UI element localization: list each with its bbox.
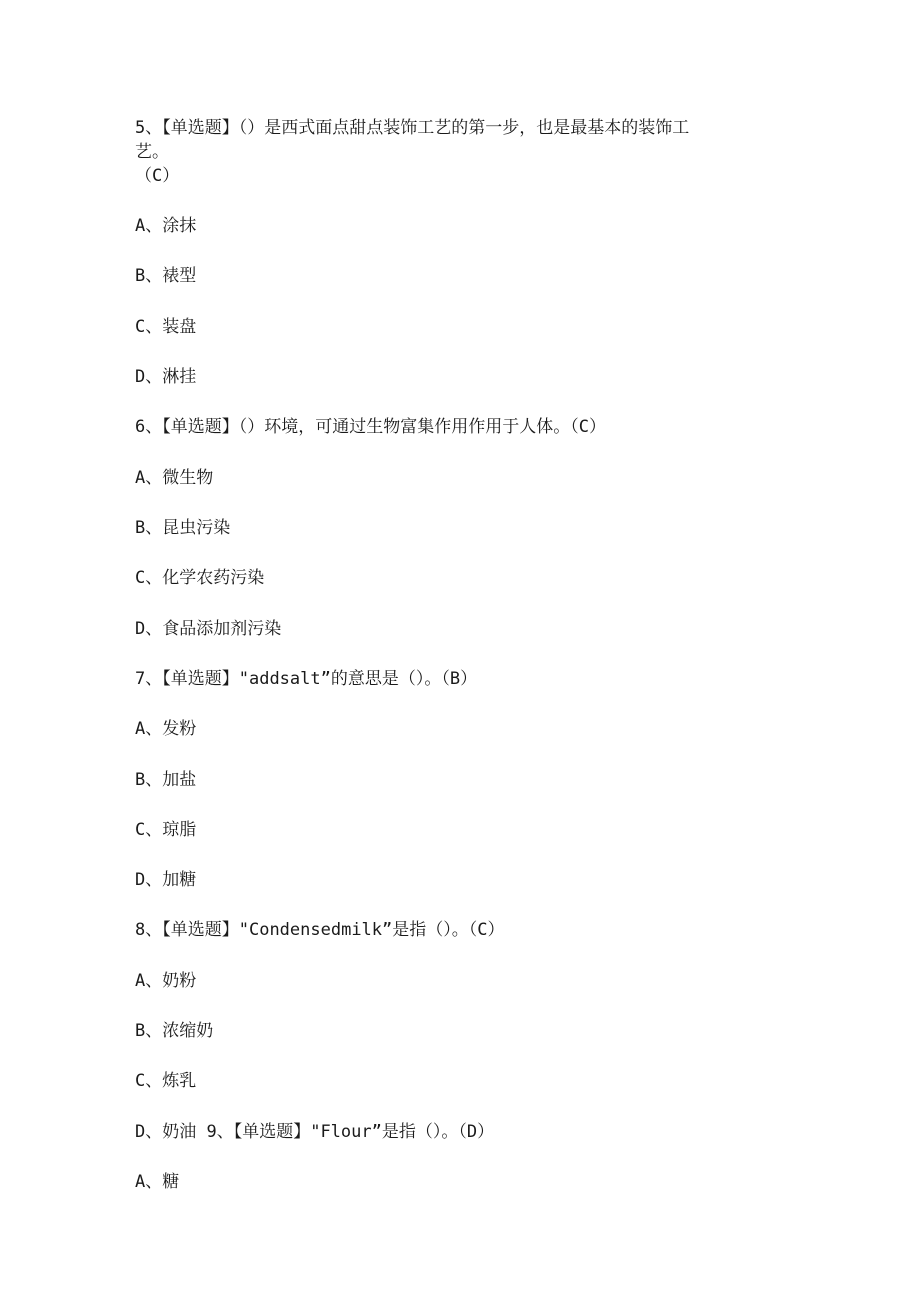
question-5-option-c: C、装盘 <box>135 317 197 337</box>
question-7-option-a: A、发粉 <box>135 719 197 739</box>
question-7-option-b: B、加盐 <box>135 770 197 790</box>
question-8-option-b: B、浓缩奶 <box>135 1021 214 1041</box>
question-8-text: 8、【单选题】"Condensedmilk”是指（）。（C） <box>135 920 505 940</box>
question-8-option-c: C、炼乳 <box>135 1071 197 1091</box>
question-7-option-c: C、琼脂 <box>135 820 197 840</box>
question-6-option-c: C、化学农药污染 <box>135 568 265 588</box>
question-5-option-b: B、裱型 <box>135 266 197 286</box>
question-5-option-d: D、淋挂 <box>135 367 197 387</box>
question-8-option-d-and-question-9: D、奶油 9、【单选题】"Flour”是指（）。（D） <box>135 1122 495 1142</box>
question-7-text: 7、【单选题】"addsalt”的意思是（）。（B） <box>135 669 478 689</box>
question-5-text-line1: 5、【单选题】（）是西式面点甜点装饰工艺的第一步，也是最基本的装饰工 <box>135 118 690 138</box>
question-5-answer: （C） <box>135 166 180 186</box>
question-9-option-a: A、糖 <box>135 1172 180 1192</box>
question-6-option-b: B、昆虫污染 <box>135 518 231 538</box>
question-5-option-a: A、涂抹 <box>135 216 197 236</box>
question-6-option-a: A、微生物 <box>135 468 214 488</box>
question-6-text: 6、【单选题】（）环境，可通过生物富集作用作用于人体。（C） <box>135 417 606 437</box>
question-6-option-d: D、食品添加剂污染 <box>135 619 282 639</box>
question-5-text-line2: 艺。 <box>135 142 169 162</box>
question-8-option-a: A、奶粉 <box>135 971 197 991</box>
question-7-option-d: D、加糖 <box>135 870 197 890</box>
